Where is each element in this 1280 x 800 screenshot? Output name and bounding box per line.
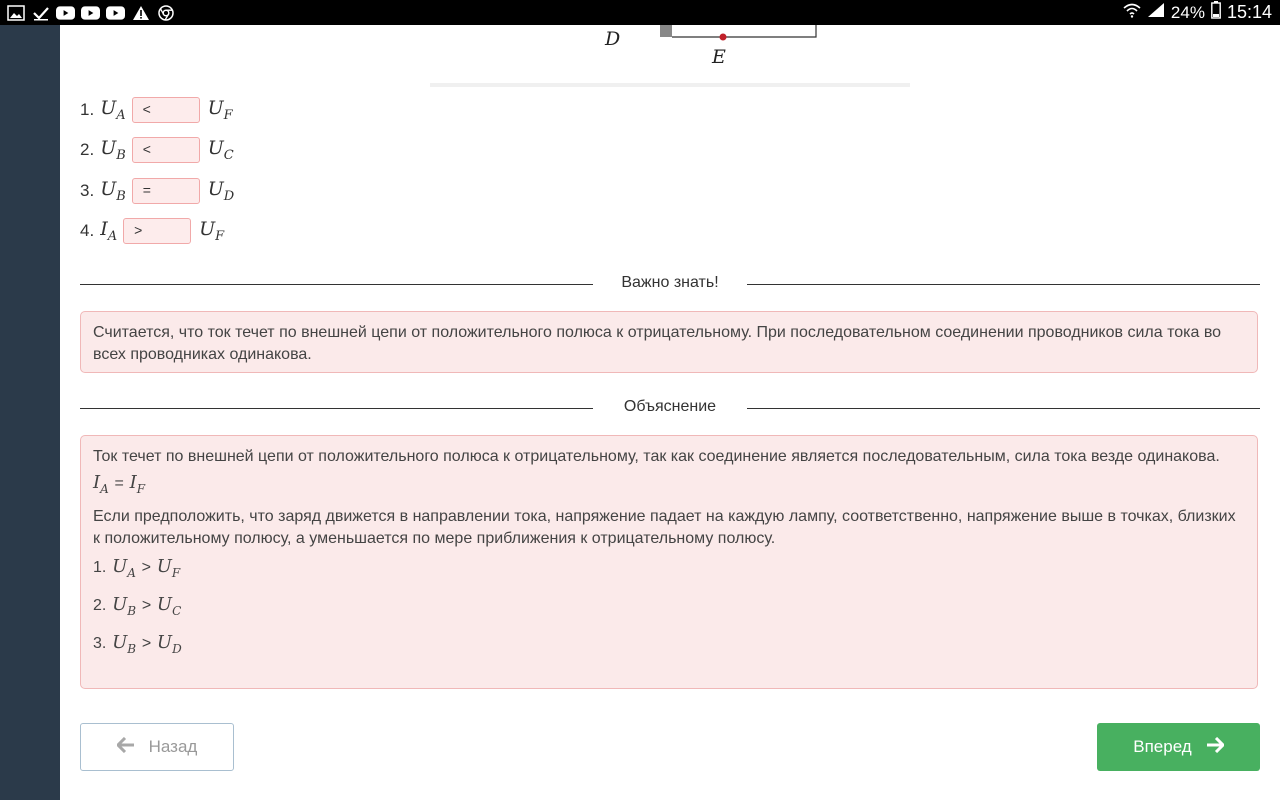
answer-input[interactable]: <	[132, 137, 200, 163]
explanation-paragraph: Ток течет по внешней цепи от положительного полюса к отрицательному, так как соединение является последовательным, сила тока везде одинакова.	[93, 448, 1220, 465]
result-equation: 1. $U_A > U_F$	[93, 556, 181, 580]
important-heading	[80, 274, 1260, 294]
battery-icon	[1211, 1, 1221, 24]
back-button-label: Назад	[148, 737, 198, 756]
circuit-diagram	[600, 25, 870, 85]
explanation-paragraph: Если предположить, что заряд движется в направлении тока, напряжение падает на каждую лампу, соответственно, напряжение выше в точках, близких к положительному полюсу, а уменьшается по мере приближения к отрицательному полюсу.	[93, 508, 1236, 547]
right-variable: $U_F$	[207, 97, 233, 123]
signal-icon	[1147, 2, 1165, 23]
left-variable: $I_A$	[100, 218, 118, 244]
question-row	[80, 178, 234, 204]
next-button[interactable]	[1097, 723, 1260, 771]
left-sidebar	[0, 25, 60, 800]
notification-icons	[6, 3, 175, 22]
right-variable: $U_D$	[207, 178, 235, 204]
important-panel	[80, 311, 1258, 373]
image-icon	[6, 3, 25, 22]
youtube-icon	[56, 3, 75, 22]
left-variable: $U_A$	[100, 97, 126, 123]
check-icon	[31, 3, 50, 22]
back-button[interactable]	[80, 723, 234, 771]
system-status	[1123, 0, 1272, 25]
important-title: Важно знать!	[621, 274, 719, 291]
label-e: E	[712, 46, 726, 68]
battery-percent: 24%	[1170, 2, 1205, 22]
arrow-right-icon	[1206, 737, 1224, 758]
question-number: 2.	[80, 140, 95, 159]
left-variable: $U_B$	[100, 137, 126, 163]
question-number: 1.	[80, 100, 95, 119]
question-number: 4.	[80, 221, 95, 240]
status-bar	[0, 0, 1280, 25]
answer-input[interactable]: >	[123, 218, 191, 244]
left-variable: $U_B$	[100, 178, 126, 204]
question-row	[80, 97, 233, 123]
chrome-icon	[156, 3, 175, 22]
question-row	[80, 218, 224, 244]
answer-input[interactable]: =	[132, 178, 200, 204]
answer-input[interactable]: <	[132, 97, 200, 123]
right-variable: $U_F$	[199, 218, 225, 244]
explanation-heading	[80, 398, 1260, 418]
result-equation: 3. $U_B > U_D$	[93, 632, 182, 656]
important-text: Считается, что ток течет по внешней цепи от положительного полюса к отрицательному. При последовательном соединении проводников сила тока во всех проводниках одинакова.	[93, 324, 1222, 363]
circuit-diagram-svg	[600, 25, 870, 85]
clock: 15:14	[1226, 2, 1272, 22]
youtube-icon	[81, 3, 100, 22]
explanation-panel	[80, 435, 1258, 689]
current-equation: $I_A = I_F$	[93, 472, 146, 496]
next-button-label: Вперед	[1133, 737, 1192, 756]
lesson-content	[60, 25, 1280, 800]
label-d: D	[605, 28, 621, 50]
arrow-left-icon	[117, 737, 135, 758]
diagram-divider	[430, 83, 910, 87]
youtube-icon	[106, 3, 125, 22]
question-row	[80, 137, 234, 163]
right-variable: $U_C$	[207, 137, 234, 163]
warning-icon	[131, 3, 150, 22]
question-number: 3.	[80, 181, 95, 200]
wifi-icon	[1123, 2, 1141, 23]
explanation-title: Объяснение	[623, 398, 717, 415]
result-equation: 2. $U_B > U_C$	[93, 594, 182, 618]
